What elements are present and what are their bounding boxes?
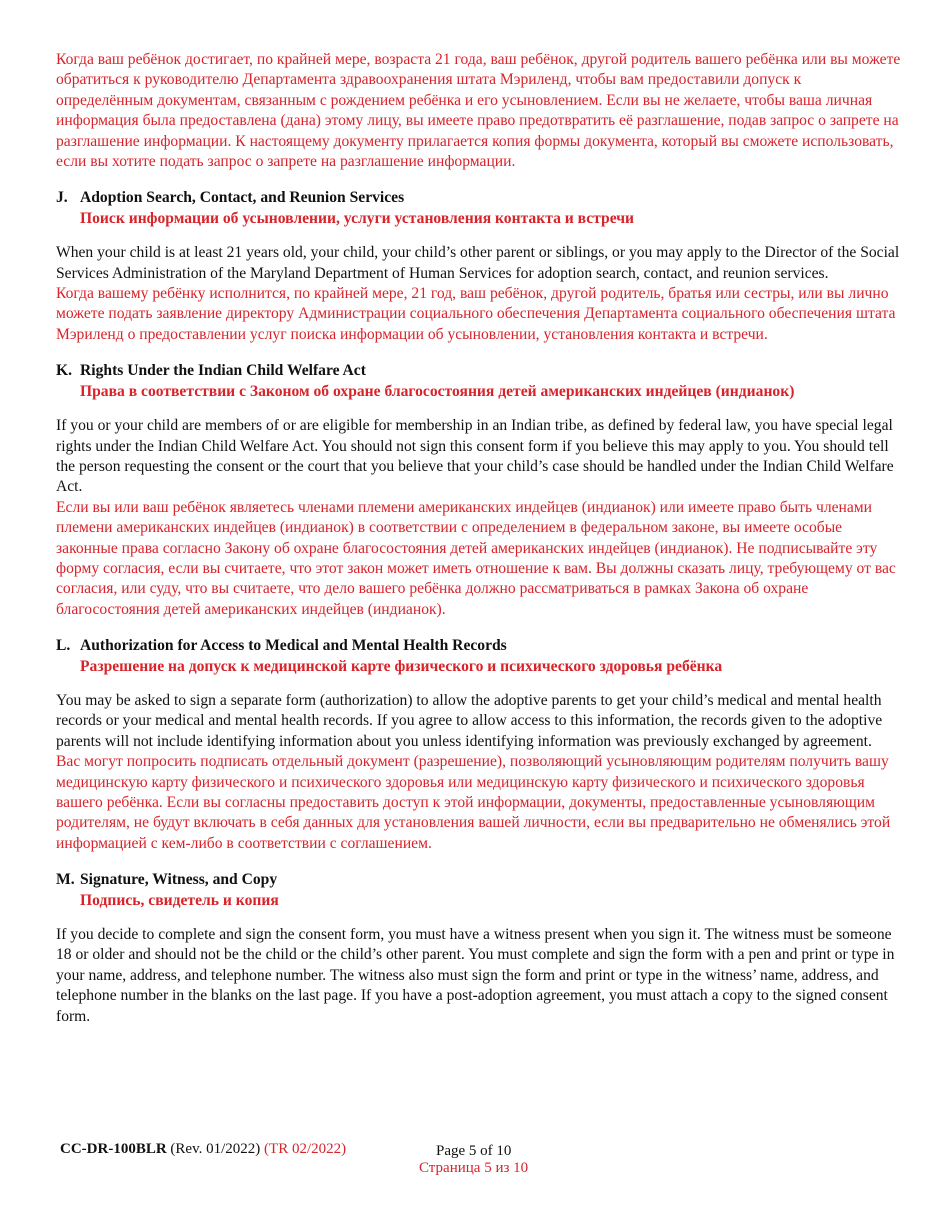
- section-title-ru: Поиск информации об усыновлении, услуги установления контакта и встречи: [80, 209, 635, 227]
- section-body-en: You may be asked to sign a separate form (authorization) to allow the adoptive parents to get your child’s medical and mental health records or your medical and mental health records. If you agree to allow access to this information, the records given to the adoptive parents will not include identifying information about you unless identifying information was previously exchanged by agreement.: [56, 691, 883, 750]
- page-number-ru: Страница 5 из 10: [419, 1160, 529, 1176]
- section-body-ru: Вас могут попросить подписать отдельный документ (разрешение), позволяющий усыновляющим родителям получить вашу медицинскую карту физического и психического здоровья или медицинскую карту физического и психического здоровья вашего ребёнка. Если вы согласны предоставить доступ к этой информации, документы, предоставленные усыновляющим родителям, не будут включать в себя данных для установления вашей личности, если вы предварительно не обменялись этой информацией с кем-либо в соответствии с соглашением.: [56, 753, 891, 852]
- section-title-en: Rights Under the Indian Child Welfare Act: [80, 362, 366, 380]
- section-title-en: Signature, Witness, and Copy: [80, 871, 278, 889]
- section-l: [56, 636, 902, 854]
- section-heading: [56, 870, 902, 890]
- section-title-en: Authorization for Access to Medical and Mental Health Records: [80, 637, 507, 655]
- translation-revision: (TR 02/2022): [264, 1141, 347, 1157]
- section-letter: L.: [56, 637, 71, 655]
- page-footer: [60, 1139, 900, 1183]
- section-title-en: Adoption Search, Contact, and Reunion Services: [80, 189, 405, 207]
- section-letter: M.: [56, 871, 75, 889]
- section-m: [56, 870, 902, 1027]
- section-body-ru: Если вы или ваш ребёнок являетесь членами племени американских индейцев (индианок) или имеете право быть членами племени американских индейцев (индианок) в соответствии с определением в федеральном законе, вы имеете особые законные права согласно Закону об охране благосостояния детей американских индейцев (индианок). Не подписывайте эту форму согласия, если вы считаете, что этот закон может иметь отношение к вам. Вы должны сказать лицу, требующему от вас согласия, или суду, что вы считаете, что дело вашего ребёнка должно рассматриваться в рамках Закона об охране благосостояния детей американских индейцев (индианок).: [56, 498, 896, 618]
- form-number: CC-DR-100BLR: [60, 1141, 167, 1157]
- section-body-ru: Когда вашему ребёнку исполнится, по крайней мере, 21 год, ваш ребёнок, другой родитель, братья или сестры, или вы лично можете подать заявление директору Администрации социального обеспечения Департамента социального обеспечения штата Мэриленд о предоставлении услуг поиска информации об усыновлении, установления контакта и встречи.: [56, 285, 896, 343]
- intro-paragraph-ru: Когда ваш ребёнок достигает, по крайней мере, возраста 21 года, ваш ребёнок, другой родитель вашего ребёнка или вы можете обратиться к руководителю Департамента здравоохранения штата Мэриленд, чтобы вам предоставили допуск к определённым документам, связанным с рождением ребёнка и его усыновлением. Если вы не желаете, чтобы ваша личная информация была предоставлена (дана) этому лицу, вы имеете право предотвратить её разглашение, подав запрос о запрете на разглашение информации. К настоящему документу прилагается копия формы документа, который вы сможете использовать, если вы хотите подать запрос о запрете на разглашение информации.: [56, 51, 901, 171]
- section-heading: [56, 361, 902, 381]
- form-revision: (Rev. 01/2022): [170, 1141, 261, 1157]
- section-body-en: If you decide to complete and sign the consent form, you must have a witness present when you sign it. The witness must be someone 18 or older and should not be the child or the child’s other parent. You must complete and sign the form with a pen and print or type in your name, address, and telephone number. The witness also must sign the form and print or type in the witness’ name, address, and telephone number in the blanks on the last page. If you have a post-adoption agreement, you must attach a copy to the signed consent form.: [56, 926, 895, 1025]
- page-number-en: Page 5 of 10: [436, 1143, 512, 1159]
- section-body-en: If you or your child are members of or are eligible for membership in an Indian tribe, as defined by federal law, you have special legal rights under the Indian Child Welfare Act. You should not sign this consent form if you believe this may apply to you. You should tell the person requesting the consent or the court that you believe that your child’s case should be handled under the Indian Child Welfare Act.: [56, 417, 894, 496]
- section-j: [56, 188, 902, 345]
- section-title-ru: Разрешение на допуск к медицинской карте физического и психического здоровья ребёнка: [80, 657, 723, 675]
- section-body-en: When your child is at least 21 years old, your child, your child’s other parent or siblings, or you may apply to the Director of the Social Services Administration of the Maryland Department of Human Services for adoption search, contact, and reunion services.: [56, 244, 900, 282]
- section-letter: J.: [56, 189, 68, 207]
- section-title-ru: Права в соответствии с Законом об охране благосостояния детей американских индейцев (индианок): [80, 382, 795, 400]
- document-page: [56, 50, 902, 1027]
- section-heading: [56, 188, 902, 208]
- form-identifier: [60, 1139, 346, 1159]
- section-k: [56, 361, 902, 620]
- section-letter: K.: [56, 362, 73, 380]
- section-heading: [56, 636, 902, 656]
- section-title-ru: Подпись, свидетель и копия: [80, 891, 279, 909]
